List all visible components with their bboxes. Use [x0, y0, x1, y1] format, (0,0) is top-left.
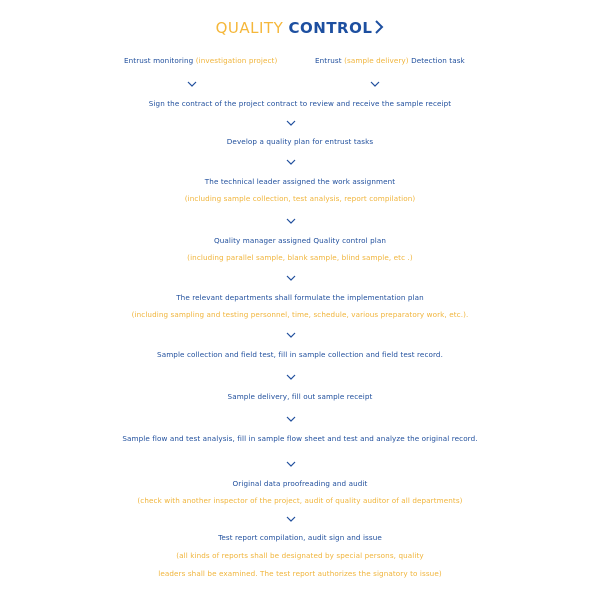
arrow-down-icon	[286, 461, 296, 467]
arrow-down-icon	[286, 516, 296, 522]
arrow-down-icon	[286, 374, 296, 380]
chevron-right-icon	[374, 20, 384, 38]
arrow-down-icon	[286, 275, 296, 281]
branch-right-main: Entrust	[315, 56, 342, 65]
arrow-down-icon	[286, 416, 296, 422]
step-9-note: (check with another inspector of the project, audit of quality auditor of all departments)	[137, 496, 463, 505]
arrow-down-icon	[286, 159, 296, 165]
step-5-note: (including sampling and testing personnel, time, schedule, various preparatory work, etc.).	[131, 310, 469, 319]
title-quality: QUALITY	[215, 19, 284, 37]
arrow-down-icon	[286, 120, 296, 126]
step-10-note-1: (all kinds of reports shall be designated by special persons, quality	[176, 551, 424, 560]
step-1-text: Sign the contract of the project contract to review and receive the sample receipt	[148, 99, 452, 108]
step-6-text: Sample collection and field test, fill in sample collection and field test record.	[157, 350, 443, 359]
arrow-down-icon	[286, 218, 296, 224]
step-5-text: The relevant departments shall formulate the implementation plan	[176, 293, 424, 302]
branch-right-sub: (sample delivery)	[344, 56, 409, 65]
diagram-title	[0, 19, 600, 38]
step-3-note: (including sample collection, test analysis, report compilation)	[184, 194, 416, 203]
step-3-text: The technical leader assigned the work assignment	[204, 177, 396, 186]
step-2-text: Develop a quality plan for entrust tasks	[226, 137, 374, 146]
step-8-text: Sample flow and test analysis, fill in sample flow sheet and test and analyze the original record.	[122, 434, 478, 443]
branch-right	[315, 56, 465, 65]
step-7-text: Sample delivery, fill out sample receipt	[227, 392, 373, 401]
branch-left-arrow-icon	[187, 81, 197, 87]
branch-right-task: Detection task	[411, 56, 465, 65]
branch-left	[124, 56, 277, 65]
branch-left-sub: (investigation project)	[195, 56, 278, 65]
branch-right-arrow-icon	[370, 81, 380, 87]
step-10-text: Test report compilation, audit sign and issue	[218, 533, 382, 542]
step-10-note-2: leaders shall be examined. The test report authorizes the signatory to issue)	[158, 569, 442, 578]
step-4-note: (including parallel sample, blank sample, blind sample, etc .)	[187, 253, 413, 262]
step-4-text: Quality manager assigned Quality control plan	[213, 236, 387, 245]
arrow-down-icon	[286, 332, 296, 338]
title-control: CONTROL	[288, 19, 373, 37]
step-9-text: Original data proofreading and audit	[232, 479, 368, 488]
branch-left-main: Entrust monitoring	[124, 56, 194, 65]
